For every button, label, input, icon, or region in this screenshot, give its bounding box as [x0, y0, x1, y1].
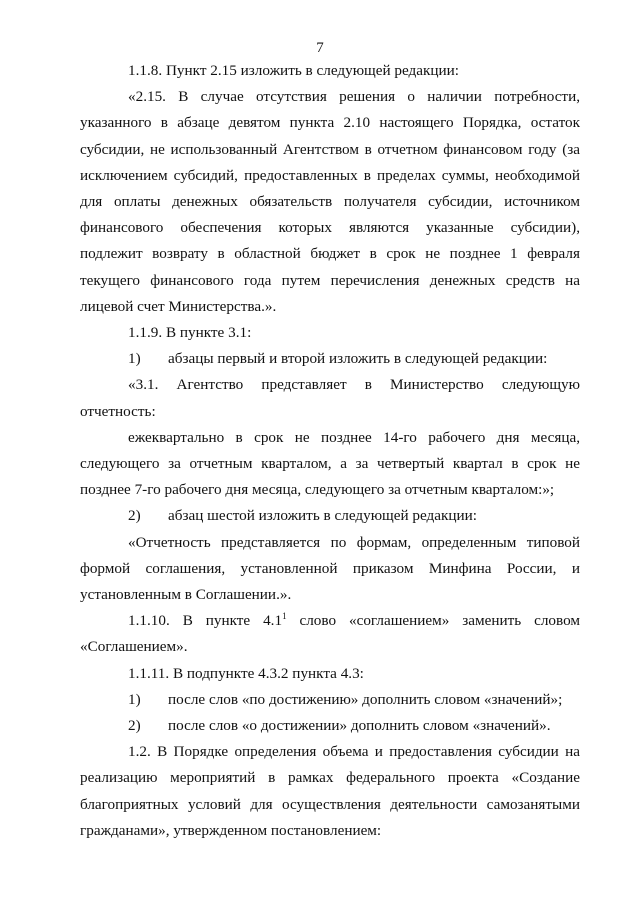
list-item-number: 1)	[128, 350, 141, 368]
list-item-text: после слов «по достижению» дополнить словом «значений»;	[168, 690, 563, 708]
list-item-text: после слов «о достижении» дополнить словом «значений».	[168, 717, 551, 735]
paragraph-quote-3-1: «3.1. Агентство представляет в Министерство следующую отчетность:	[80, 376, 580, 420]
page-number: 7	[316, 40, 324, 56]
list-item-1-paragraphs	[80, 346, 580, 372]
paragraph-reporting: «Отчетность представляется по формам, определенным типовой формой соглашения, установленной приказом Минфина России, и установленным в Соглашении.».	[80, 533, 580, 604]
paragraph-quarterly: ежеквартально в срок не позднее 14-го рабочего дня месяца, следующего за отчетным кварталом, а за четвертый квартал в срок не позднее 7-го рабочего дня месяца, следующего за отчетным кварталом:»;	[80, 428, 580, 499]
paragraph-quote-2-15: «2.15. В случае отсутствия решения о наличии потребности, указанного в абзаце девятом пункта 2.10 настоящего Порядка, остаток субсидии, не использованный Агентством в отчетном финансовом году (за исключением субсидий, предоставленных в пределах суммы, необходимой для оплаты денежных обязательств получателя субсидии, источником финансового обеспечения которых являются указанные субсидии), подлежит возврату в областной бюджет в срок не позднее 1 февраля текущего финансового года путем перечисления денежных средств на лицевой счет Министерства.».	[80, 88, 580, 315]
paragraph-1-2: 1.2. В Порядке определения объема и предоставления субсидии на реализацию мероприятий в рамках федерального проекта «Создание благоприятных условий для осуществления деятельности самозанятыми гражданами», утвержденном постановлением:	[80, 743, 580, 839]
document-body	[80, 58, 580, 844]
list-item-2-achievement	[80, 713, 580, 739]
list-item-1-achievement	[80, 687, 580, 713]
paragraph-text: слово «соглашением» заменить словом «Соглашением».	[80, 612, 580, 656]
list-item-2-paragraph-six	[80, 503, 580, 529]
list-item-number: 2)	[128, 507, 141, 525]
paragraph-1-1-8: 1.1.8. Пункт 2.15 изложить в следующей редакции:	[128, 62, 459, 79]
list-item-number: 2)	[128, 717, 141, 735]
paragraph-1-1-11: 1.1.11. В подпункте 4.3.2 пункта 4.3:	[128, 664, 364, 682]
list-item-number: 1)	[128, 690, 141, 708]
superscript-mark: 1	[282, 611, 287, 622]
paragraph-1-1-10	[80, 608, 580, 660]
list-item-text: абзац шестой изложить в следующей редакции:	[168, 507, 477, 525]
list-item-text: абзацы первый и второй изложить в следующей редакции:	[168, 350, 548, 368]
paragraph-text: 1.1.10. В пункте 4.1	[128, 612, 283, 630]
paragraph-1-1-9: 1.1.9. В пункте 3.1:	[128, 324, 252, 342]
